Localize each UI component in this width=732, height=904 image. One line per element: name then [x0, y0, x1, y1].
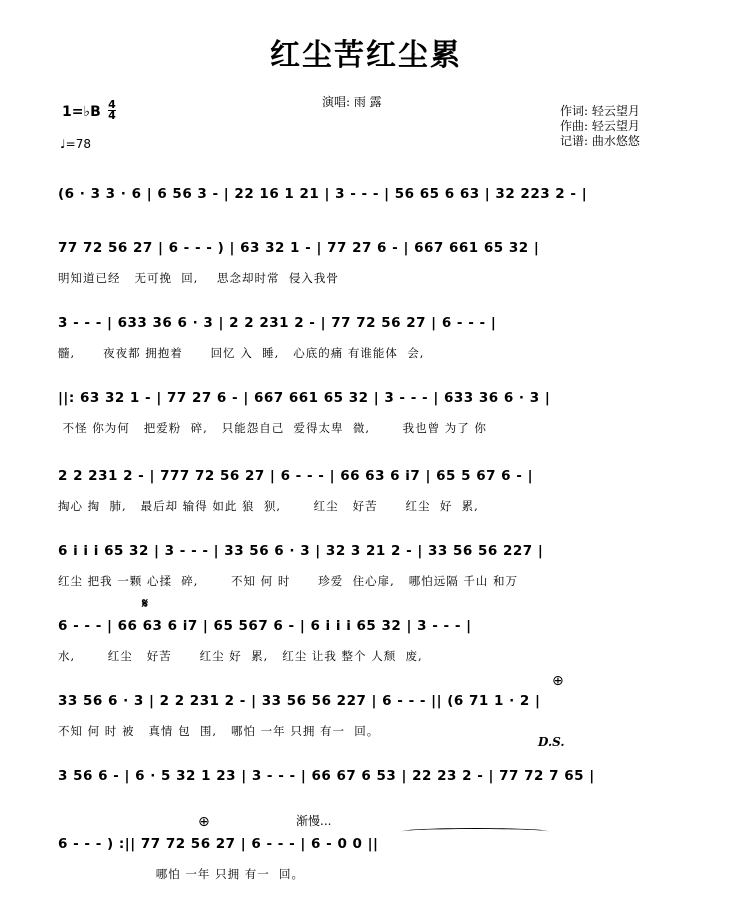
lyric-line: 哪怕 一年 只拥 有一 回。 [58, 867, 305, 881]
notation-line: 3 - - - | 633 36 6 · 3 | 2 2 231 2 - | 77 72 56 27 | 6 - - - | [58, 315, 497, 331]
score-system-9 [58, 766, 670, 814]
ds-mark: D.S. [538, 735, 565, 749]
composer-credit: 作曲: 轻云望月 [560, 119, 640, 133]
score-system-4 [58, 388, 670, 436]
notation-line: 6 - - - ) :|| 77 72 56 27 | 6 - - - | 6 - 0 0 || [58, 836, 379, 852]
notation-line: 77 72 56 27 | 6 - - - ) | 63 32 1 - | 77 27 6 - | 667 661 65 32 | [58, 240, 540, 256]
lyric-line: 不知 何 时 被 真情 包 围, 哪怕 一年 只拥 有一 回。 [58, 724, 380, 738]
notation-line: 6 - - - | 66 63 6 i7 | 65 567 6 - | 6 i i i 65 32 | 3 - - - | [58, 618, 472, 634]
singer-credit: 演唱: 雨 露 [322, 95, 382, 109]
lyric-line [58, 798, 670, 814]
key-signature: 1=♭B [62, 104, 101, 120]
song-title: 红尘苦红尘累 [270, 38, 462, 73]
lyric-line: 髓, 夜夜都 拥抱着 回忆 入 睡, 心底的痛 有谁能体 会, [58, 346, 425, 360]
lyric-line [58, 216, 670, 232]
score-system-7 [58, 616, 670, 664]
score-system-3 [58, 313, 670, 361]
credits-block [560, 104, 640, 149]
lyric-line: 水, 红尘 好苦 红尘 好 累, 红尘 让我 整个 人颓 废, [58, 649, 423, 663]
coda-mark: ⊕ [552, 673, 564, 689]
score-system-6 [58, 541, 670, 589]
lyric-line: 明知道已经 无可挽 回, 思念却时常 侵入我骨 [58, 271, 339, 285]
notation-line: (6 · 3 3 · 6 | 6 56 3 - | 22 16 1 21 | 3 - - - | 56 65 6 63 | 32 223 2 - | [58, 186, 588, 202]
ritardando-mark: 渐慢... [296, 814, 332, 828]
time-signature-top: 4 [108, 98, 116, 111]
coda-mark: ⊕ [198, 814, 210, 830]
notation-line: 6 i i i 65 32 | 3 - - - | 33 56 6 · 3 | 32 3 21 2 - | 33 56 56 227 | [58, 543, 544, 559]
transcriber-credit: 记谱: 曲水悠悠 [560, 134, 640, 148]
lyric-line: 不怪 你为何 把爱粉 碎, 只能怨自己 爱得太卑 微, 我也曾 为了 你 [58, 421, 487, 435]
time-signature-bottom: 4 [108, 109, 116, 122]
time-signature [108, 100, 116, 121]
score-system-1 [58, 184, 670, 232]
tempo-marking: ♩=78 [60, 137, 91, 151]
lyricist-credit: 作词: 轻云望月 [560, 104, 640, 118]
lyric-line: 红尘 把我 一颗 心揉 碎, 不知 何 时 珍爱 住心扉, 哪怕远隔 千山 和万 [58, 574, 519, 588]
score-system-5 [58, 466, 670, 514]
score-system-10 [58, 834, 670, 882]
score-system-2 [58, 238, 670, 286]
lyric-line: 掏心 掏 肺, 最后却 输得 如此 狼 狈, 红尘 好苦 红尘 好 累, [58, 499, 479, 513]
notation-line: 3 56 6 - | 6 · 5 32 1 23 | 3 - - - | 66 67 6 53 | 22 23 2 - | 77 72 7 65 | [58, 768, 595, 784]
notation-line: 2 2 231 2 - | 777 72 56 27 | 6 - - - | 66 63 6 i7 | 65 5 67 6 - | [58, 468, 534, 484]
tie-arc [402, 828, 548, 835]
notation-line: ||: 63 32 1 - | 77 27 6 - | 667 661 65 32 | 3 - - - | 633 36 6 · 3 | [58, 390, 551, 406]
segno-mark: 𝄋 [142, 596, 149, 612]
notation-line: 33 56 6 · 3 | 2 2 231 2 - | 33 56 56 227 | 6 - - - || (6 71 1 · 2 | [58, 693, 541, 709]
score-system-8 [58, 691, 670, 739]
